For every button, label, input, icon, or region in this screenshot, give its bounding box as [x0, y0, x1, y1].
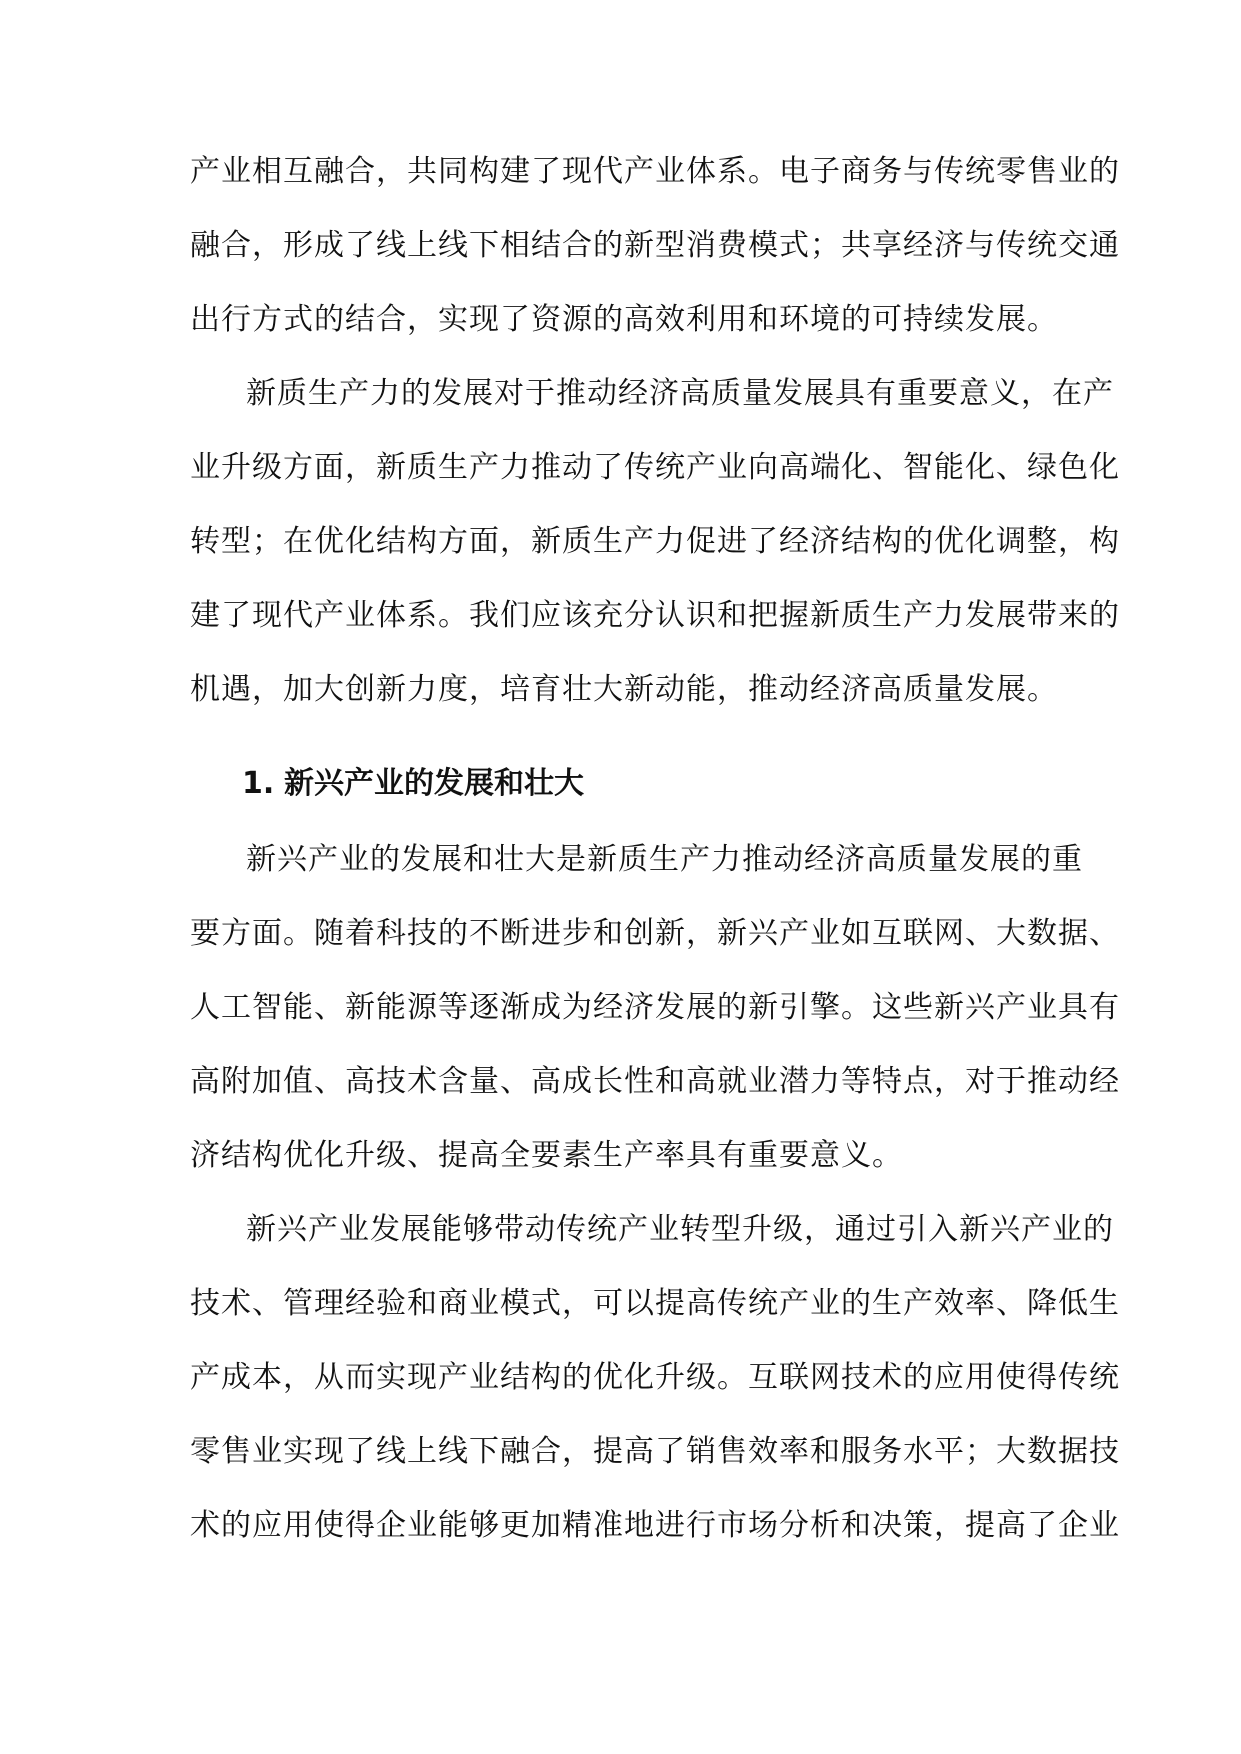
paragraph-line: 术的应用使得企业能够更加精准地进行市场分析和决策，提高了企业 — [190, 1508, 1120, 1543]
paragraph-line: 建了现代产业体系。我们应该充分认识和把握新质生产力发展带来的 — [190, 598, 1120, 633]
section-title: 新兴产业的发展和壮大 — [284, 766, 584, 801]
paragraph — [190, 1198, 1120, 1568]
document-body — [190, 140, 1120, 1568]
paragraph — [190, 828, 1120, 1198]
paragraph-line: 要方面。随着科技的不断进步和创新，新兴产业如互联网、大数据、 — [190, 916, 1120, 951]
paragraph-line: 融合，形成了线上线下相结合的新型消费模式；共享经济与传统交通 — [190, 228, 1120, 263]
section-heading — [190, 752, 1060, 828]
section-number: 1. — [242, 766, 275, 801]
paragraph — [190, 140, 1120, 362]
paragraph-line: 业升级方面，新质生产力推动了传统产业向高端化、智能化、绿色化 — [190, 450, 1120, 485]
paragraph — [190, 362, 1120, 732]
paragraph-line: 新兴产业的发展和壮大是新质生产力推动经济高质量发展的重 — [246, 842, 1083, 877]
paragraph-line: 产业相互融合，共同构建了现代产业体系。电子商务与传统零售业的 — [190, 154, 1120, 189]
paragraph-line: 机遇，加大创新力度，培育壮大新动能，推动经济高质量发展。 — [190, 672, 1058, 707]
paragraph-line: 产成本，从而实现产业结构的优化升级。互联网技术的应用使得传统 — [190, 1360, 1120, 1395]
paragraph-line: 零售业实现了线上线下融合，提高了销售效率和服务水平；大数据技 — [190, 1434, 1120, 1469]
paragraph-line: 出行方式的结合，实现了资源的高效利用和环境的可持续发展。 — [190, 302, 1058, 337]
paragraph-line: 济结构优化升级、提高全要素生产率具有重要意义。 — [190, 1138, 903, 1173]
paragraph-line: 新兴产业发展能够带动传统产业转型升级，通过引入新兴产业的 — [246, 1212, 1114, 1247]
paragraph-line: 高附加值、高技术含量、高成长性和高就业潜力等特点，对于推动经 — [190, 1064, 1120, 1099]
paragraph-line: 新质生产力的发展对于推动经济高质量发展具有重要意义，在产 — [246, 376, 1114, 411]
paragraph-line: 转型；在优化结构方面，新质生产力促进了经济结构的优化调整，构 — [190, 524, 1120, 559]
paragraph-line: 人工智能、新能源等逐渐成为经济发展的新引擎。这些新兴产业具有 — [190, 990, 1120, 1025]
paragraph-line: 技术、管理经验和商业模式，可以提高传统产业的生产效率、降低生 — [190, 1286, 1120, 1321]
